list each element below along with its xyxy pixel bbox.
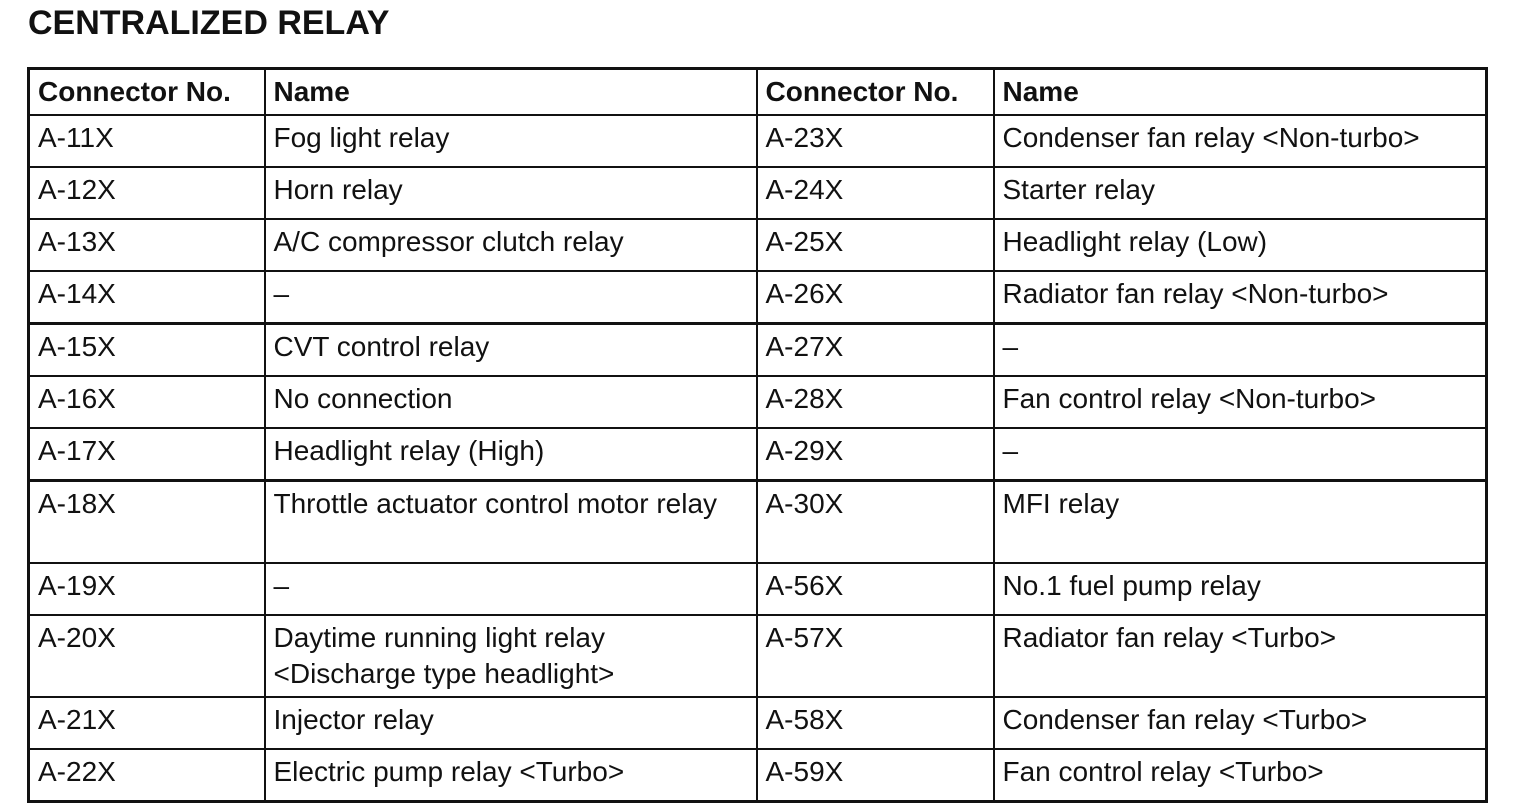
connector-cell: A-18X bbox=[29, 481, 265, 564]
name-cell: MFI relay bbox=[994, 481, 1487, 564]
name-cell: – bbox=[994, 428, 1487, 481]
connector-cell: A-22X bbox=[29, 749, 265, 802]
connector-cell: A-17X bbox=[29, 428, 265, 481]
name-cell: – bbox=[265, 271, 757, 324]
connector-cell: A-20X bbox=[29, 615, 265, 697]
name-cell: – bbox=[265, 563, 757, 615]
column-header-name: Name bbox=[265, 69, 757, 116]
table-row bbox=[29, 376, 1487, 428]
name-cell: – bbox=[994, 324, 1487, 377]
relay-table bbox=[27, 67, 1488, 803]
connector-cell: A-29X bbox=[757, 428, 994, 481]
table-row bbox=[29, 219, 1487, 271]
connector-cell: A-11X bbox=[29, 115, 265, 167]
column-header-connector-no: Connector No. bbox=[757, 69, 994, 116]
name-cell: Electric pump relay <Turbo> bbox=[265, 749, 757, 802]
name-cell: Condenser fan relay <Turbo> bbox=[994, 697, 1487, 749]
name-cell: No connection bbox=[265, 376, 757, 428]
name-cell: Daytime running light relay <Discharge type headlight> bbox=[265, 615, 757, 697]
table-row bbox=[29, 563, 1487, 615]
connector-cell: A-21X bbox=[29, 697, 265, 749]
name-cell: Fan control relay <Non-turbo> bbox=[994, 376, 1487, 428]
table-row bbox=[29, 697, 1487, 749]
name-cell: Starter relay bbox=[994, 167, 1487, 219]
name-cell: Throttle actuator control motor relay bbox=[265, 481, 757, 564]
column-header-connector-no: Connector No. bbox=[29, 69, 265, 116]
name-cell: Radiator fan relay <Non-turbo> bbox=[994, 271, 1487, 324]
table-row bbox=[29, 481, 1487, 564]
name-cell: CVT control relay bbox=[265, 324, 757, 377]
connector-cell: A-13X bbox=[29, 219, 265, 271]
connector-cell: A-12X bbox=[29, 167, 265, 219]
table-row bbox=[29, 167, 1487, 219]
name-cell: Fog light relay bbox=[265, 115, 757, 167]
connector-cell: A-15X bbox=[29, 324, 265, 377]
name-cell: Headlight relay (Low) bbox=[994, 219, 1487, 271]
connector-cell: A-56X bbox=[757, 563, 994, 615]
name-cell: Headlight relay (High) bbox=[265, 428, 757, 481]
table-row bbox=[29, 115, 1487, 167]
name-cell: A/C compressor clutch relay bbox=[265, 219, 757, 271]
name-cell: Fan control relay <Turbo> bbox=[994, 749, 1487, 802]
connector-cell: A-28X bbox=[757, 376, 994, 428]
connector-cell: A-57X bbox=[757, 615, 994, 697]
table-row bbox=[29, 271, 1487, 324]
name-cell: No.1 fuel pump relay bbox=[994, 563, 1487, 615]
connector-cell: A-27X bbox=[757, 324, 994, 377]
header-row bbox=[29, 69, 1487, 116]
connector-cell: A-25X bbox=[757, 219, 994, 271]
column-header-name: Name bbox=[994, 69, 1487, 116]
connector-cell: A-30X bbox=[757, 481, 994, 564]
name-cell: Condenser fan relay <Non-turbo> bbox=[994, 115, 1487, 167]
connector-cell: A-16X bbox=[29, 376, 265, 428]
connector-cell: A-24X bbox=[757, 167, 994, 219]
connector-cell: A-58X bbox=[757, 697, 994, 749]
name-cell: Radiator fan relay <Turbo> bbox=[994, 615, 1487, 697]
table-row bbox=[29, 324, 1487, 377]
table-row bbox=[29, 615, 1487, 697]
connector-cell: A-19X bbox=[29, 563, 265, 615]
connector-cell: A-59X bbox=[757, 749, 994, 802]
connector-cell: A-26X bbox=[757, 271, 994, 324]
table-row bbox=[29, 749, 1487, 802]
page-title: CENTRALIZED RELAY bbox=[28, 4, 390, 42]
table-row bbox=[29, 428, 1487, 481]
connector-cell: A-14X bbox=[29, 271, 265, 324]
name-cell: Injector relay bbox=[265, 697, 757, 749]
connector-cell: A-23X bbox=[757, 115, 994, 167]
name-cell: Horn relay bbox=[265, 167, 757, 219]
